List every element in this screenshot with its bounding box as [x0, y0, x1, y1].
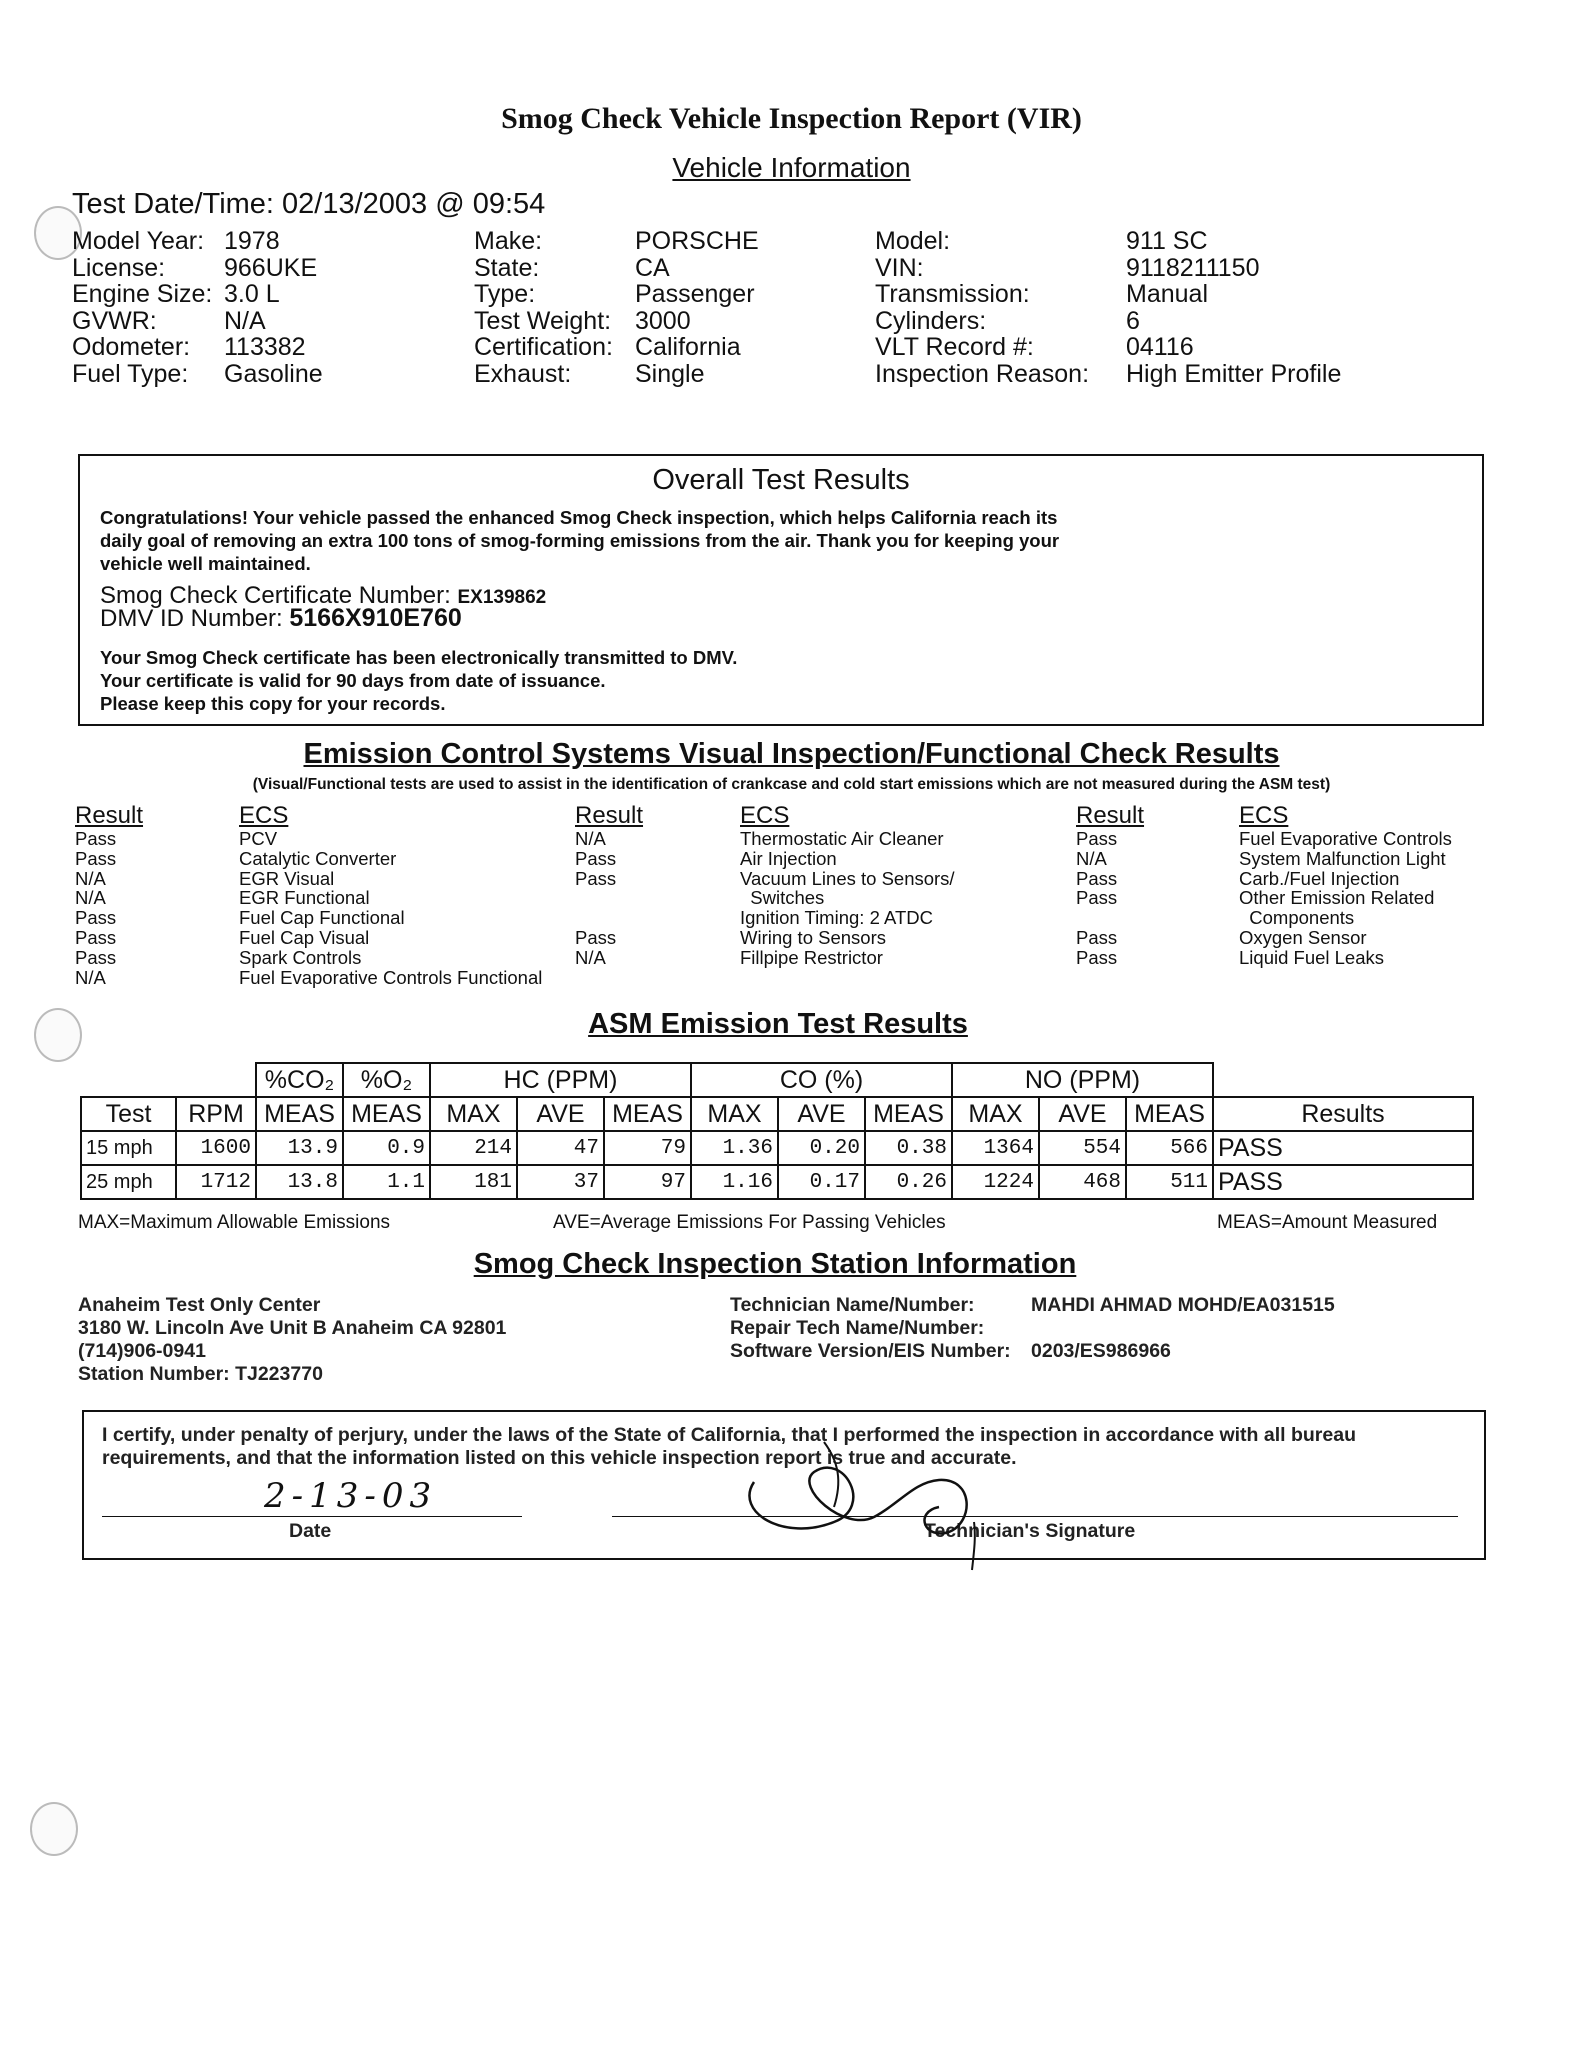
technician-value: MAHDI AHMAD MOHD/EA031515	[1031, 1294, 1335, 1316]
test-date-time: Test Date/Time: 02/13/2003 @ 09:54	[72, 188, 546, 220]
date-line	[102, 1516, 522, 1517]
ecs-subtitle: (Visual/Functional tests are used to assist in the identification of crankcase and cold start emissions which are not measured during the ASM test)	[252, 776, 1331, 793]
certification: California	[635, 333, 741, 362]
technician-signature	[724, 1422, 1004, 1572]
date-label: Date	[289, 1520, 332, 1542]
vehicle-information-heading: Vehicle Information	[672, 152, 911, 183]
model-year: 1978	[224, 227, 280, 255]
dmv-id-number: DMV ID Number: 5166X910E760	[100, 604, 462, 632]
vehicle-col1-values	[224, 228, 323, 388]
ecs-col2-results: Result N/A Pass Pass Pass N/A	[575, 802, 644, 968]
legend-ave: AVE=Average Emissions For Passing Vehicles	[553, 1212, 946, 1233]
fuel-type: Gasoline	[224, 359, 323, 388]
vin: 9118211150	[1126, 253, 1260, 282]
certification-box	[82, 1410, 1486, 1560]
make: PORSCHE	[635, 227, 759, 255]
ecs-col3-results: Result Pass N/A Pass Pass Pass Pass	[1076, 802, 1145, 968]
cylinders: 6	[1126, 306, 1140, 335]
result-15mph: PASS	[1213, 1131, 1473, 1165]
legend-max: MAX=Maximum Allowable Emissions	[78, 1212, 391, 1233]
vehicle-col1-labels: Model Year: License: Engine Size: GVWR: Odometer: Fuel Type:	[72, 227, 213, 388]
overall-results-box	[78, 454, 1484, 726]
certify-text: I certify, under penalty of perjury, under the laws of the State of California, that I performed the inspection in accordance with all bureau requirements, and that the information listed on this vehicle inspection report is true and accurate.	[102, 1424, 1356, 1469]
odometer: 113382	[224, 333, 306, 362]
transmission: Manual	[1126, 280, 1208, 309]
punch-hole-middle	[34, 1008, 82, 1062]
gvwr: N/A	[224, 306, 266, 335]
asm-group-header-row: %CO₂ %O₂ HC (PPM) CO (%) NO (PPM)	[81, 1063, 1473, 1097]
station-title: Smog Check Inspection Station Information	[473, 1248, 1077, 1280]
model: 911 SC	[1126, 227, 1208, 255]
exhaust: Single	[635, 359, 705, 388]
license: 966UKE	[224, 253, 318, 282]
vehicle-col2-values	[635, 228, 759, 388]
ecs-col3-items: ECS Fuel Evaporative Controls System Malfunction Light Carb./Fuel Injection Other Emission Related Components Oxygen Sensor Liquid Fuel Leaks	[1239, 802, 1452, 968]
report-title: Smog Check Vehicle Inspection Report (VIR)	[501, 102, 1082, 135]
signature-label: Technician's Signature	[924, 1520, 1136, 1542]
type: Passenger	[635, 280, 755, 309]
asm-row-15mph: 15 mph 1600 13.9 0.9 214 47 79 1.36 0.20 0.38 1364 554 566 PASS	[81, 1131, 1473, 1165]
ecs-title: Emission Control Systems Visual Inspection/Functional Check Results	[303, 738, 1280, 770]
station-address: Anaheim Test Only Center 3180 W. Lincoln Ave Unit B Anaheim CA 92801 (714)906-0941 Station Number: TJ223770	[78, 1294, 507, 1385]
legend-meas: MEAS=Amount Measured	[1217, 1212, 1438, 1233]
engine-size: 3.0 L	[224, 280, 280, 309]
punch-hole-bottom	[30, 1802, 78, 1856]
congrats-text: Congratulations! Your vehicle passed the enhanced Smog Check inspection, which helps California reach its daily goal of removing an extra 100 tons of smog-forming emissions from the air. Thank you for keeping your vehicle well maintained.	[100, 507, 1060, 574]
station-tech-labels: Technician Name/Number: Repair Tech Name/Number: Software Version/EIS Number:	[730, 1294, 1011, 1362]
vehicle-col3-values	[1126, 228, 1341, 388]
software-value: 0203/ES986966	[1031, 1340, 1171, 1362]
test-weight: 3000	[635, 306, 691, 335]
vehicle-col2-labels: Make: State: Type: Test Weight: Certification: Exhaust:	[474, 227, 613, 388]
result-25mph: PASS	[1213, 1165, 1473, 1199]
ecs-col2-items: ECS Thermostatic Air Cleaner Air Injection Vacuum Lines to Sensors/ Switches Ignition Timing: 2 ATDC Wiring to Sensors Fillpipe Restrictor	[740, 802, 955, 968]
vehicle-col3-labels: Model: VIN: Transmission: Cylinders: VLT Record #: Inspection Reason:	[875, 227, 1090, 388]
overall-results-title: Overall Test Results	[652, 464, 910, 496]
asm-results-table	[80, 1062, 1474, 1200]
inspection-reason: High Emitter Profile	[1126, 359, 1342, 388]
certificate-notes: Your Smog Check certificate has been electronically transmitted to DMV. Your certificate is valid for 90 days from date of issuance. Please keep this copy for your records.	[100, 647, 738, 714]
asm-row-25mph: 25 mph 1712 13.8 1.1 181 37 97 1.16 0.17 0.26 1224 468 511 PASS	[81, 1165, 1473, 1199]
state: CA	[635, 253, 670, 282]
handwritten-date: 2-13-03	[264, 1476, 438, 1516]
asm-title: ASM Emission Test Results	[588, 1008, 968, 1040]
ecs-col1-results: Result Pass Pass N/A N/A Pass Pass Pass N/A	[75, 802, 144, 988]
vlt-record: 04116	[1126, 333, 1194, 362]
asm-column-header-row: Test RPM MEAS MEAS MAX AVE MEAS MAX AVE MEAS MAX AVE MEAS Results	[81, 1097, 1473, 1131]
certificate-number: Smog Check Certificate Number: EX139862	[100, 582, 547, 609]
ecs-col1-items: ECS PCV Catalytic Converter EGR Visual EGR Functional Fuel Cap Functional Fuel Cap Visual Spark Controls Fuel Evaporative Controls Functional	[239, 802, 543, 988]
